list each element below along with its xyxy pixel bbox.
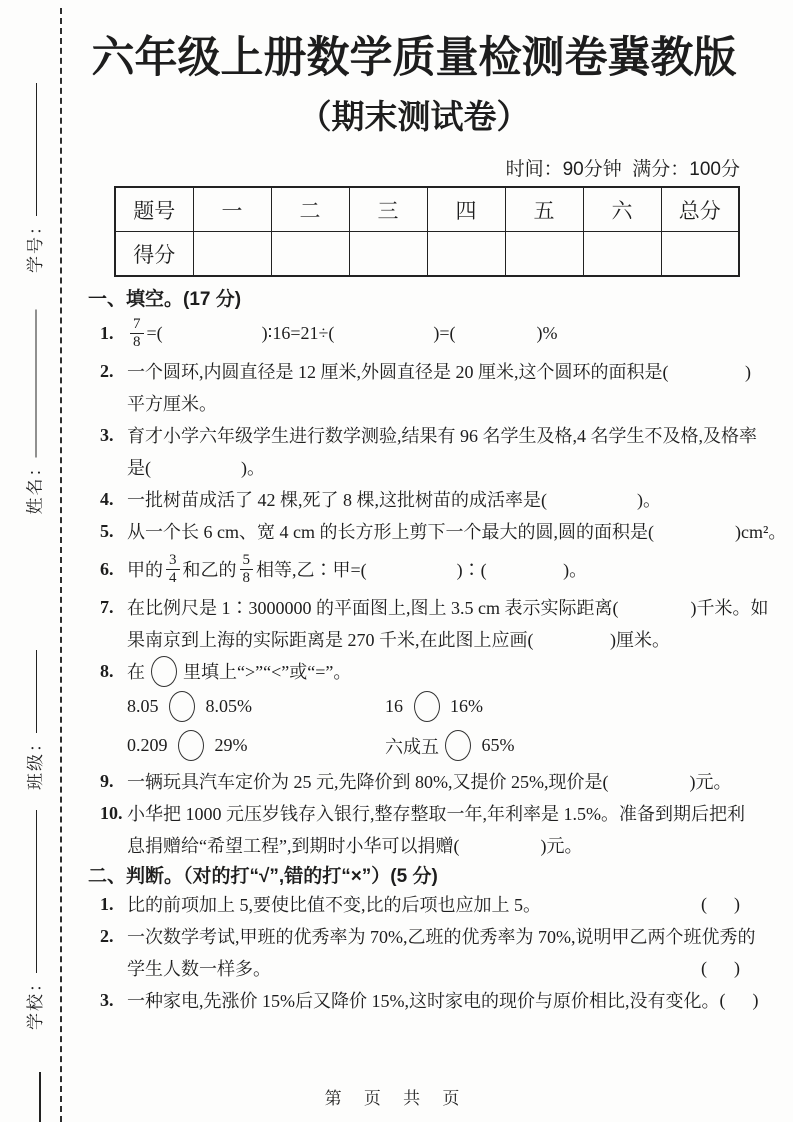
score-table-header-cell: 四 bbox=[427, 187, 505, 232]
score-table bbox=[114, 186, 740, 277]
score-table-header-cell: 题号 bbox=[115, 187, 193, 232]
score-cell-empty bbox=[349, 232, 427, 277]
section-title: 二、判断。（对的打“√”,错的打“×”）(5 分) bbox=[88, 866, 438, 888]
score-cell-empty bbox=[583, 232, 661, 277]
question-number: 5. bbox=[100, 520, 114, 541]
question-number: 1. bbox=[100, 322, 114, 343]
score-cell-empty bbox=[193, 232, 271, 277]
question-number: 2. bbox=[100, 925, 114, 946]
page-subtitle: （期末测试卷） bbox=[298, 98, 530, 136]
question-line bbox=[127, 920, 756, 952]
margin-field-blank bbox=[36, 810, 37, 973]
margin-field-blank bbox=[36, 83, 37, 216]
question-line bbox=[127, 451, 740, 483]
question-number: 4. bbox=[100, 488, 114, 509]
text-run: 是( )。 bbox=[127, 458, 265, 479]
text-run: 一种家电,先涨价 15%后又降价 15%,这时家电的现价与原价相比,没有变化。 bbox=[127, 991, 720, 1012]
margin-field-label: 班级： bbox=[25, 733, 45, 790]
question-line bbox=[127, 655, 740, 687]
text-run: 一次数学考试,甲班的优秀率为 70%,乙班的优秀率为 70%,说明甲乙两个班优秀的 bbox=[127, 927, 756, 948]
text-run: 8.05 bbox=[127, 696, 163, 717]
question-line bbox=[127, 547, 740, 591]
question bbox=[88, 655, 740, 765]
question bbox=[88, 888, 740, 920]
text-run: 65% bbox=[477, 735, 515, 756]
score-table-header-cell: 三 bbox=[349, 187, 427, 232]
text-run: 和乙的 bbox=[182, 560, 237, 581]
question-number: 1. bbox=[100, 893, 114, 914]
margin-field-name bbox=[20, 310, 46, 515]
question-number: 9. bbox=[100, 770, 114, 791]
margin-field-student-number bbox=[20, 83, 46, 273]
text-run: 育才小学六年级学生进行数学测验,结果有 96 名学生及格,4 名学生不及格,及格率 bbox=[127, 426, 757, 447]
score-cell-empty bbox=[271, 232, 349, 277]
section-1 bbox=[88, 284, 787, 861]
text-run: 息捐赠给“希望工程”,到期时小华可以捐赠( )元。 bbox=[127, 836, 583, 857]
question bbox=[88, 984, 759, 1016]
text-run: 六成五 bbox=[385, 736, 439, 757]
compare-item bbox=[127, 687, 385, 726]
question-number: 8. bbox=[100, 660, 114, 681]
text-run: 从一个长 6 cm、宽 4 cm 的长方形上剪下一个最大的圆,圆的面积是( )cm²。 bbox=[127, 522, 787, 543]
question-line bbox=[127, 888, 740, 920]
numerator: 3 bbox=[166, 552, 180, 570]
score-table-header-cell: 二 bbox=[271, 187, 349, 232]
seal-dashed-line bbox=[60, 8, 62, 1122]
text-run: 0.209 bbox=[127, 735, 172, 756]
text-run: 在 bbox=[127, 662, 145, 683]
question-line bbox=[127, 311, 740, 355]
question bbox=[88, 797, 745, 861]
compare-grid bbox=[127, 687, 740, 765]
text-run: 16 bbox=[385, 696, 408, 717]
compare-item bbox=[127, 726, 385, 765]
margin-field-blank bbox=[35, 310, 36, 458]
question-number: 3. bbox=[100, 989, 114, 1010]
score-cell-empty bbox=[427, 232, 505, 277]
denominator: 8 bbox=[242, 569, 250, 586]
question-line bbox=[127, 984, 759, 1016]
question bbox=[88, 355, 751, 419]
question bbox=[88, 419, 757, 483]
question-line bbox=[127, 765, 740, 797]
question bbox=[88, 515, 787, 547]
compare-circle-blank bbox=[151, 656, 177, 687]
text-run: 一辆玩具汽车定价为 25 元,先降价到 80%,又提价 25%,现价是( )元。 bbox=[127, 772, 732, 793]
text-run: 一批树苗成活了 42 棵,死了 8 棵,这批树苗的成活率是( )。 bbox=[127, 490, 661, 511]
page-footer: 第 页 共 页 bbox=[324, 1089, 469, 1108]
text-run: 甲的 bbox=[127, 560, 163, 581]
text-run: 相等,乙∶甲=( )∶( )。 bbox=[256, 560, 588, 581]
denominator: 8 bbox=[133, 333, 141, 350]
question bbox=[88, 591, 769, 655]
question bbox=[88, 547, 740, 591]
text-run: 学生人数一样多。 bbox=[127, 959, 271, 980]
score-table-header-cell: 一 bbox=[193, 187, 271, 232]
text-run: 果南京到上海的实际距离是 270 千米,在此图上应画( )厘米。 bbox=[127, 630, 670, 651]
score-cell-empty bbox=[661, 232, 739, 277]
text-run: =( )∶16=21÷( )=( )% bbox=[146, 322, 558, 343]
text-run: 比的前项加上 5,要使比值不变,比的后项也应加上 5。 bbox=[127, 895, 541, 916]
compare-circle-blank bbox=[414, 691, 440, 722]
answer-bracket: ( ) bbox=[701, 957, 740, 978]
question-sections bbox=[88, 284, 787, 1016]
question-number: 6. bbox=[100, 558, 114, 579]
question-number: 2. bbox=[100, 360, 114, 381]
question bbox=[88, 920, 756, 984]
fraction bbox=[166, 552, 180, 588]
question-line bbox=[127, 419, 757, 451]
question-line bbox=[127, 387, 740, 419]
text-run: 里填上“>”“<”或“=”。 bbox=[183, 662, 352, 683]
answer-bracket: ( ) bbox=[719, 989, 759, 1010]
score-row-label: 得分 bbox=[115, 232, 193, 277]
compare-circle-blank bbox=[169, 691, 195, 722]
question-number: 7. bbox=[100, 596, 114, 617]
question-line bbox=[127, 829, 740, 861]
text-run: 16% bbox=[445, 696, 483, 717]
denominator: 4 bbox=[169, 569, 177, 586]
question bbox=[88, 765, 740, 797]
question-line bbox=[127, 591, 769, 623]
section-title: 一、填空。(17 分) bbox=[88, 289, 242, 311]
fraction bbox=[130, 316, 144, 352]
score-cell-empty bbox=[505, 232, 583, 277]
section-2 bbox=[88, 861, 759, 1016]
main-content bbox=[88, 0, 787, 1016]
compare-circle-blank bbox=[178, 730, 204, 761]
margin-field-label: 学号： bbox=[25, 216, 45, 273]
margin-field-label: 学校： bbox=[25, 973, 45, 1030]
text-run: 8.05% bbox=[201, 696, 252, 717]
fraction bbox=[240, 552, 254, 588]
answer-bracket: ( ) bbox=[701, 893, 740, 914]
compare-circle-blank bbox=[445, 730, 471, 761]
score-table-header-cell: 五 bbox=[505, 187, 583, 232]
text-run: 平方厘米。 bbox=[127, 394, 217, 415]
question-line bbox=[127, 952, 740, 984]
text-run: 一个圆环,内圆直径是 12 厘米,外圆直径是 20 厘米,这个圆环的面积是( ) bbox=[127, 362, 751, 383]
margin-field-class bbox=[20, 650, 46, 790]
text-run: 小华把 1000 元压岁钱存入银行,整存整取一年,年利率是 1.5%。准备到期后把利 bbox=[127, 804, 745, 825]
margin-field-blank bbox=[36, 650, 37, 733]
score-table-body bbox=[115, 187, 739, 276]
question-line bbox=[127, 797, 745, 829]
numerator: 7 bbox=[130, 316, 144, 334]
compare-item bbox=[385, 726, 740, 765]
score-table-header-cell: 总分 bbox=[661, 187, 739, 232]
question bbox=[88, 311, 740, 355]
numerator: 5 bbox=[240, 552, 254, 570]
score-table-score-row bbox=[115, 232, 739, 277]
question-line bbox=[127, 515, 787, 547]
margin-field-label: 姓名： bbox=[25, 457, 44, 515]
text-run: 29% bbox=[210, 735, 248, 756]
exam-meta: 时间：90分钟 满分：100分 bbox=[505, 159, 740, 181]
score-table-header-row bbox=[115, 187, 739, 232]
compare-item bbox=[385, 687, 740, 726]
question-line bbox=[127, 483, 740, 515]
question-number: 3. bbox=[100, 424, 114, 445]
question-number: 10. bbox=[100, 802, 123, 823]
margin-field-school bbox=[20, 810, 46, 1030]
text-run: 在比例尺是 1∶3000000 的平面图上,图上 3.5 cm 表示实际距离( )千米。如 bbox=[127, 598, 769, 619]
score-table-header-cell: 六 bbox=[583, 187, 661, 232]
question-line bbox=[127, 623, 740, 655]
question-line bbox=[127, 355, 751, 387]
question bbox=[88, 483, 740, 515]
page-title: 六年级上册数学质量检测卷冀教版 bbox=[91, 34, 737, 82]
